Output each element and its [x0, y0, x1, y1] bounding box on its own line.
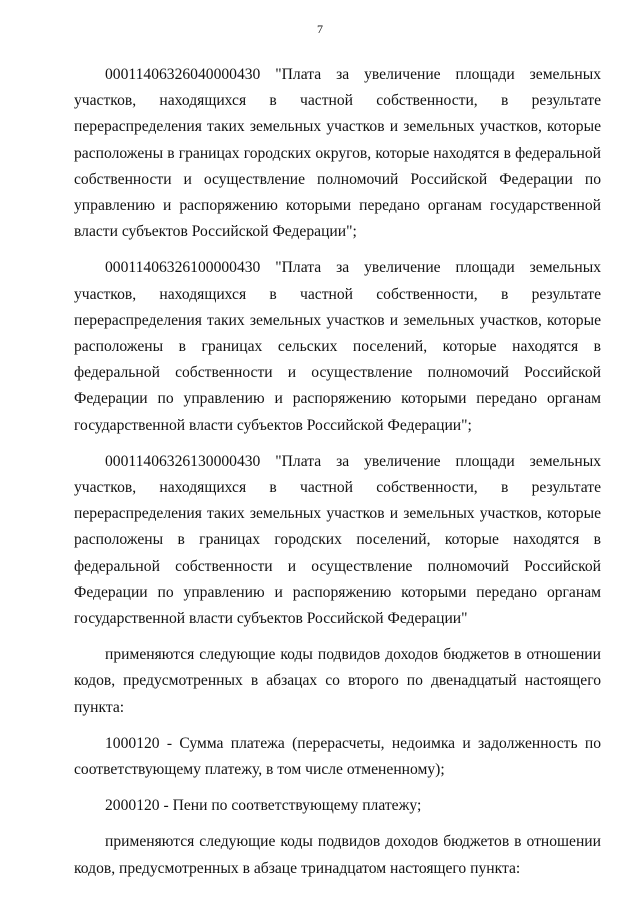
paragraph-code-rural-settlements: 00011406326100000430 "Плата за увеличение площади земельных участков, находящихся в частной собственности, в результате перераспределения таких земельных участков и земельных участков, которые расположены в границах сельских поселений, которые находятся в федеральной собственности и осуществление полномочий Российской Федерации по управлению и распоряжению которыми передано органам государственной власти субъектов Российской Федерации"; — [74, 259, 601, 434]
paragraph-subtype-codes-intro: применяются следующие коды подвидов доходов бюджетов в отношении кодов, предусмотренных в абзацах со второго по двенадцатый настоящего пункта: — [74, 646, 601, 716]
paragraph-subtype-1000120: 1000120 - Сумма платежа (перерасчеты, недоимка и задолженность по соответствующему платежу, в том числе отмененному); — [74, 734, 601, 779]
paragraph-subtype-2000120: 2000120 - Пени по соответствующему платежу; — [105, 797, 422, 815]
paragraph-code-urban-districts: 00011406326040000430 "Плата за увеличение площади земельных участков, находящихся в частной собственности, в результате перераспределения таких земельных участков и земельных участков, которые расположены в границах городских округов, которые находятся в федеральной собственности и осуществление полномочий Российской Федерации по управлению и распоряжению которыми передано органам государственной власти субъектов Российской Федерации"; — [74, 66, 601, 241]
document-body — [74, 62, 601, 882]
page-number: 7 — [317, 22, 323, 36]
paragraph-code-urban-settlements: 00011406326130000430 "Плата за увеличение площади земельных участков, находящихся в частной собственности, в результате перераспределения таких земельных участков и земельных участков, которые расположены в границах городских поселений, которые находятся в федеральной собственности и осуществление полномочий Российской Федерации по управлению и распоряжению которыми передано органам государственной власти субъектов Российской Федерации" — [74, 452, 601, 628]
paragraph-subtype-codes-thirteenth: применяются следующие коды подвидов доходов бюджетов в отношении кодов, предусмотренных в абзаце тринадцатом настоящего пункта: — [74, 833, 601, 877]
